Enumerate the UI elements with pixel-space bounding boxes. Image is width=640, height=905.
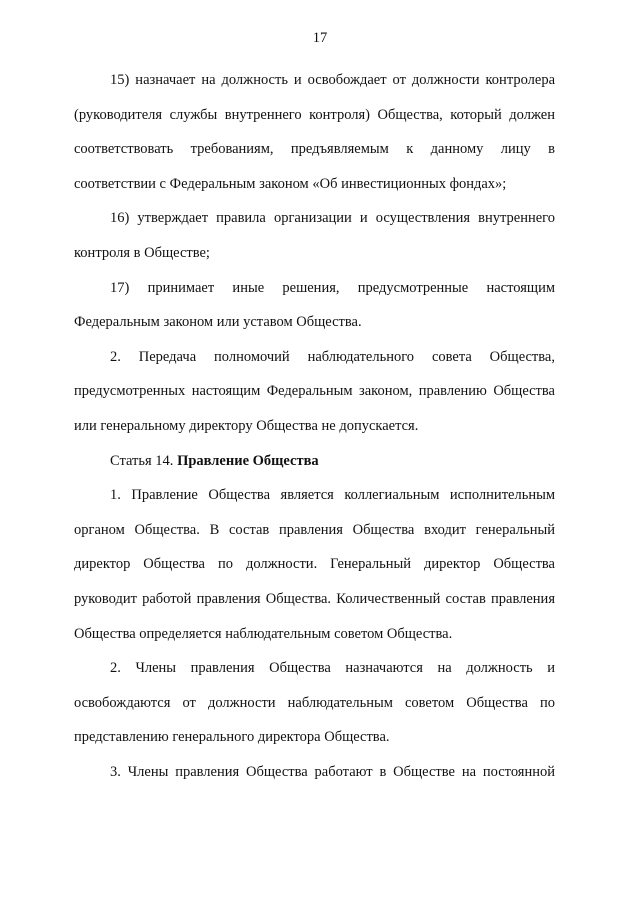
paragraph-item-15: 15) назначает на должность и освобождает от должности контролера (руководителя службы внутреннего контроля) Общества, который должен соответствовать требованиям, предъявляемым к данному лицу в соответствии с Федеральным законом «Об инвестиционных фондах»; [74,72,555,192]
paragraph-section-2: 2. Передача полномочий наблюдательного совета Общества, предусмотренных настоящим Федеральным законом, правлению Общества или генеральному директору Общества не допускается. [74,348,555,434]
article-paragraph-1: 1. Правление Общества является коллегиальным исполнительным органом Общества. В состав правления Общества входит генеральный директор Общества по должности. Генеральный директор Общества руководит работой правления Общества. Количественный состав правления Общества определяется наблюдательным советом Общества. [74,487,555,642]
paragraph-item-17: 17) принимает иные решения, предусмотренные настоящим Федеральным законом или уставом Общества. [74,279,555,331]
article-title: Правление Общества [177,452,319,469]
article-prefix: Статья 14. [110,452,178,469]
article-heading [74,444,555,479]
article-paragraph-3: 3. Члены правления Общества работают в Обществе на постоянной [110,763,555,780]
paragraph-item-16: 16) утверждает правила организации и осуществления внутреннего контроля в Обществе; [74,210,555,261]
article-paragraph-2: 2. Члены правления Общества назначаются на должность и освобождаются от должности наблюдательным советом Общества по представлению генерального директора Общества. [74,660,555,746]
document-body [74,63,555,789]
page-number: 17 [312,30,328,46]
